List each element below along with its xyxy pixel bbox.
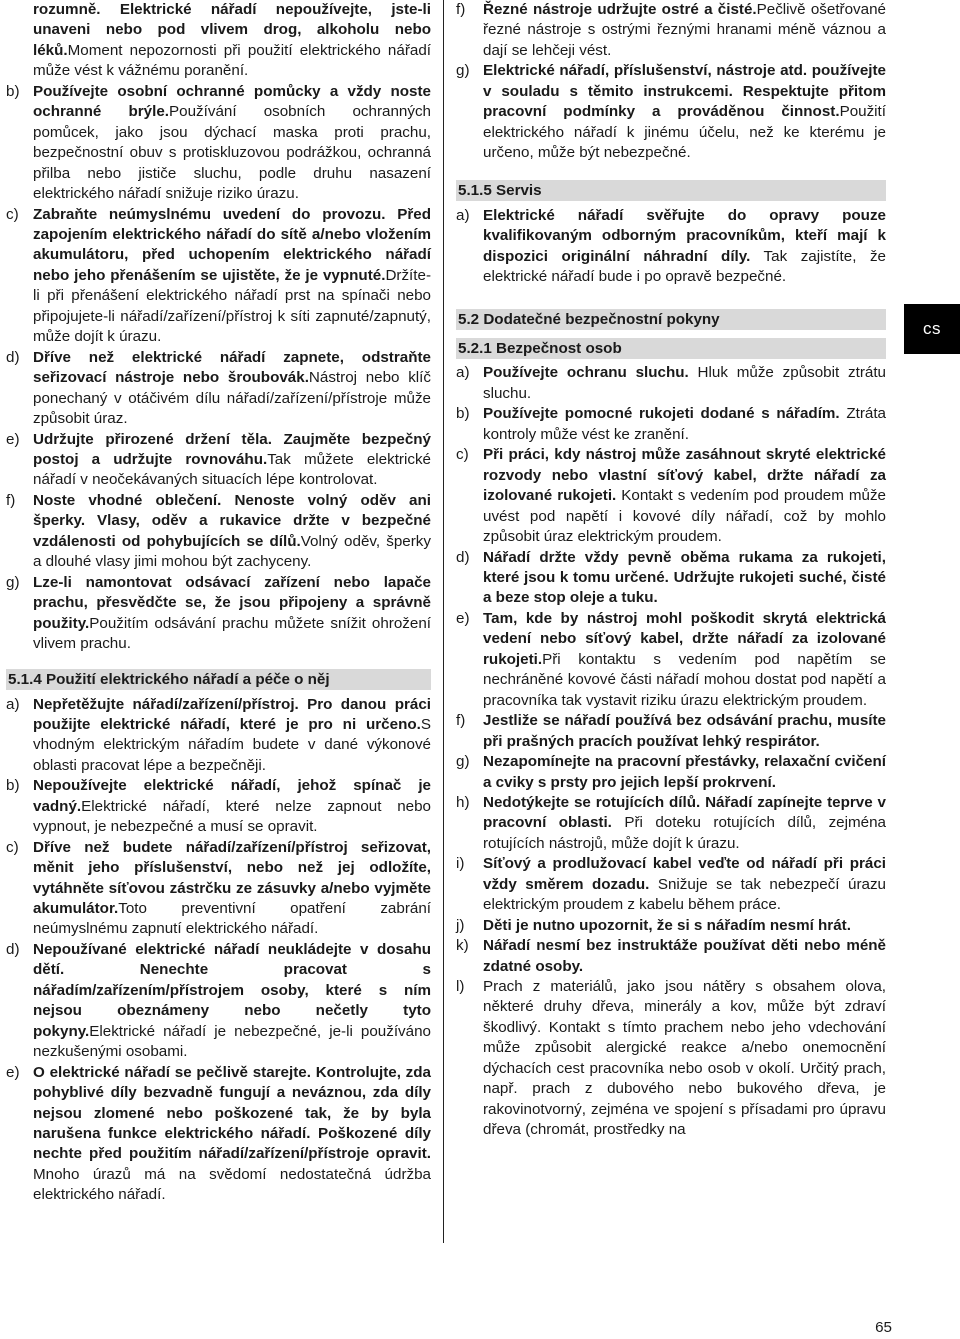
item-normal-text: Hluk může způsobit ztrátu sluchu. (483, 364, 886, 402)
item-bold-text: Udržujte přirozené držení těla. Zaujměte bezpečný postoj a udržujte rovnováhu. (33, 430, 431, 468)
item-label: c) (456, 446, 469, 464)
item-text (33, 940, 431, 1063)
item-label: g) (456, 62, 470, 80)
item-text (483, 793, 886, 854)
section-heading-521: 5.2.1 Bezpečnost osob (456, 338, 886, 359)
item-label: g) (456, 753, 470, 771)
item-label: k) (456, 937, 469, 955)
item-bold-text: Používejte ochranu sluchu. (483, 364, 689, 382)
item-text (483, 916, 886, 936)
list-item (456, 793, 886, 854)
item-normal-text: Mnoho úrazů má na svědomí nedostatečná údržba elektrického nářadí. (33, 1165, 431, 1204)
left-column (6, 0, 431, 1206)
item-normal-text: Elektrické nářadí je nebezpečné, je-li používáno nezkušenými osobami. (33, 1022, 431, 1061)
item-text (483, 0, 886, 61)
page-number: 65 (875, 1319, 892, 1336)
item-normal-text: S vhodným elektrickým nářadím budete v dané výkonové oblasti pracovat lépe a bezpečněji. (33, 715, 431, 774)
intro-normal: Moment nepozornosti při použití elektrického nářadí může vést k vážnému poranění. (33, 41, 431, 80)
item-bold-text: Zabraňte neúmyslnému uvedení do provozu. Před zapojením elektrického nářadí do sítě a/nebo vložením akumulátoru, před uchopením elektrického nářadí nebo jeho přenášením se ujistěte, že je vypnuté. (33, 205, 431, 284)
item-text (483, 445, 886, 547)
item-label: e) (6, 430, 20, 448)
intro-paragraph (6, 0, 431, 82)
list-item (6, 82, 431, 205)
list-item (456, 0, 886, 61)
list-item (456, 61, 886, 163)
service-list (456, 206, 886, 288)
item-bold-text: Elektrické nářadí svěřujte do opravy pouze kvalifikovaným odborným pracovníkům, kteří mají k dispozici originální náhradní díly. (483, 206, 886, 265)
item-bold-text: Nářadí držte vždy pevně oběma rukama za rukojeti, které jsou k tomu určené. Udržujte rukojeti suché, čisté a beze stop oleje a tuku. (483, 548, 886, 607)
item-text (483, 711, 886, 752)
item-label: f) (456, 1, 466, 18)
item-label: e) (456, 609, 470, 627)
list-item (6, 838, 431, 940)
item-bold-text: Používejte osobní ochranné pomůcky a vždy noste ochranné brýle. (33, 82, 431, 121)
list-item (456, 445, 886, 547)
item-bold-text: Nedotýkejte se rotujících dílů. Nářadí zapínejte teprve v pracovní oblasti. (483, 793, 886, 832)
item-text (483, 363, 886, 404)
item-normal-text: Ztráta kontroly může vést ke zranění. (483, 405, 886, 443)
list-item (6, 940, 431, 1063)
item-label: l) (456, 978, 465, 996)
list-item (6, 205, 431, 348)
item-normal-text: Pečlivě ošetřované řezné nástroje s ostrými řeznými hranami méně váznou a dají se lehčeji vést. (483, 1, 886, 59)
item-label: b) (6, 777, 20, 795)
list-item (456, 711, 886, 752)
item-bold-text: Noste vhodné oblečení. Nenoste volný oděv ani šperky. Vlasy, oděv a rukavice držte v bezpečné vzdálenosti od pohybujících se dílů. (33, 491, 431, 550)
item-label: b) (6, 82, 20, 100)
item-label: i) (456, 855, 465, 873)
item-text (483, 548, 886, 609)
tool-use-list (6, 695, 431, 1206)
item-normal-text: Volný oděv, šperky a dlouhé vlasy jimi mohou být zachyceny. (33, 532, 431, 571)
item-bold-text: O elektrické nářadí se pečlivě starejte. Kontrolujte, zda pohyblivé díly bezvadně fungují a neváznou, zda díly nejsou zlomené nebo poškozené tak, že by byla narušena funkce elektrického nářadí. Poškozené díly nechte před použitím nářadí/zařízení/přístroje opravit. (33, 1063, 431, 1163)
item-label: j) (456, 916, 465, 934)
intro-bold: rozumně. Elektrické nářadí nepoužívejte, jste-li unaveni nebo pod vlivem drog, alkoholu nebo léků. (33, 1, 431, 59)
list-item (6, 573, 431, 655)
item-normal-text: Elektrické nářadí, které nelze zapnout nebo vypnout, je nebezpečné a musí se opravit. (33, 797, 431, 836)
item-label: d) (6, 940, 20, 958)
list-item (6, 776, 431, 837)
section-heading-514: 5.1.4 Použití elektrického nářadí a péče o něj (6, 669, 431, 690)
item-normal-text: Nástroj nebo klíč ponechaný v otáčivém dílu nářadí/zařízení/přístroje může způsobit úraz. (33, 369, 431, 428)
item-normal-text: Kontakt s vedením pod proudem může uvést pod napětí i kovové díly nářadí, což by mohlo způsobit úraz elektrickým proudem. (483, 487, 886, 546)
item-text (33, 1063, 431, 1206)
item-text (483, 206, 886, 288)
item-text (33, 573, 431, 655)
list-item (456, 548, 886, 609)
item-label: c) (6, 205, 19, 223)
item-normal-text: Při doteku rotujících dílů, zejména rotujících nástrojů, může dojít k úrazu. (483, 814, 886, 852)
column-divider (443, 0, 444, 1243)
right-column (456, 0, 886, 1141)
section-heading-515: 5.1.5 Servis (456, 180, 886, 201)
tool-care-list (456, 0, 886, 164)
item-bold-text: Při práci, kdy nástroj může zasáhnout skryté elektrické rozvody nebo vlastní síťový kabel, držte nářadí za izolované rukojeti. (483, 446, 886, 505)
list-item (6, 491, 431, 573)
item-label: b) (456, 405, 470, 423)
list-item (6, 348, 431, 430)
item-bold-text: Děti je nutno upozornit, že si s nářadím nesmí hrát. (483, 916, 851, 934)
item-bold-text: Dříve než elektrické nářadí zapnete, odstraňte seřizovací nástroje nebo šroubovák. (33, 348, 431, 387)
item-label: g) (6, 573, 20, 591)
item-label: f) (6, 491, 16, 509)
item-normal-text: Při kontaktu s vedením pod napětím se nechráněné kovové části nářadí mohou dostat pod napětí a pracovníka tak vystavit riziku úrazu elektrickým proudem. (483, 650, 886, 709)
item-text (483, 752, 886, 793)
additional-safety-list (456, 363, 886, 1140)
item-text (33, 430, 431, 491)
list-item (6, 1063, 431, 1206)
item-bold-text: Používejte pomocné rukojeti dodané s nářadím. (483, 405, 840, 423)
item-label: a) (456, 364, 470, 382)
item-normal-text: Toto preventivní opatření zabrání neúmyslnému zapnutí elektrického nářadí. (33, 900, 431, 938)
item-label: d) (456, 548, 470, 566)
item-bold-text: Jestliže se nářadí používá bez odsávání prachu, musíte při prašných pracích používat lehký respirátor. (483, 712, 886, 750)
item-bold-text: Nepoužívané elektrické nářadí neukládejte v dosahu dětí. Nenechte pracovat s nářadím/zařízením/přístrojem osoby, které s ním nejsou obeznámeny nebo nečetly tyto pokyny. (33, 940, 431, 1040)
item-text (483, 404, 886, 445)
list-item (456, 916, 886, 936)
list-item (456, 854, 886, 915)
item-text (33, 695, 431, 777)
list-item (456, 752, 886, 793)
list-item (456, 206, 886, 288)
item-bold-text: Lze-li namontovat odsávací zařízení nebo lapače prachu, přesvědčte se, že jsou připojeny a správně použity. (33, 573, 431, 632)
item-bold-text: Elektrické nářadí, příslušenství, nástroje atd. používejte v souladu s těmito instrukcemi. Respektujte přitom pracovní podmínky a prováděnou činnost. (483, 62, 886, 121)
list-item (456, 936, 886, 977)
item-normal-text: Prach z materiálů, jako jsou nátěry s obsahem olova, některé druhy dřeva, minerály a kov, může být zdraví škodlivý. Kontakt s tímto prachem nebo jeho vdechování může způsobit alergické reakce a/nebo onemocnění dýchacích cest pracovníka nebo osob v okolí. Určitý prach, např. prach z dubového nebo bukového dřeva, je rakovinotvorný, zejména ve spojení s přísadami pro úpravu dřeva (chromát, prostředky na (483, 978, 886, 1139)
item-label: a) (6, 695, 20, 713)
list-item (6, 695, 431, 777)
item-bold-text: Nepoužívejte elektrické nářadí, jehož spínač je vadný. (33, 777, 431, 815)
item-bold-text: Síťový a prodlužovací kabel veďte od nářadí při práci vždy směrem dozadu. (483, 855, 886, 893)
item-normal-text: Tak můžete elektrické nářadí v neočekávaných situacích lépe kontrolovat. (33, 450, 431, 489)
section-heading-52: 5.2 Dodatečné bezpečnostní pokyny (456, 309, 886, 330)
item-text (33, 205, 431, 348)
item-text (483, 609, 886, 711)
item-bold-text: Řezné nástroje udržujte ostré a čisté. (483, 1, 757, 18)
item-bold-text: Nezapomínejte na pracovní přestávky, relaxační cvičení a cviky s prsty pro jejich lepší prokrvení. (483, 753, 886, 791)
item-text (483, 854, 886, 915)
item-label: f) (456, 712, 466, 730)
item-text (33, 348, 431, 430)
item-bold-text: Tam, kde by nástroj mohl poškodit skrytá elektrická vedení nebo síťový kabel, držte nářadí za izolované rukojeti. (483, 609, 886, 668)
item-normal-text: Držíte-li při přenášení elektrického nářadí prst na spínači nebo připojujete-li nářadí/zařízení/přístroj k síti zapnuté/zapnutý, může dojít k úrazu. (33, 266, 431, 346)
language-tab: cs (904, 304, 960, 354)
item-bold-text: Nářadí nesmí bez instruktáže používat děti nebo méně zdatné osoby. (483, 937, 886, 975)
list-item (456, 404, 886, 445)
item-text (33, 838, 431, 940)
item-text (33, 491, 431, 573)
list-item (456, 609, 886, 711)
list-item (6, 430, 431, 491)
item-bold-text: Dříve než budete nářadí/zařízení/přístroj seřizovat, měnit jeho příslušenství, nebo než jej odložíte, vytáhněte síťovou zástrčku ze zásuvky a/nebo vyjměte akumulátor. (33, 838, 431, 918)
item-label: h) (456, 793, 470, 811)
item-label: e) (6, 1063, 20, 1081)
list-item (456, 363, 886, 404)
item-label: a) (456, 206, 470, 224)
item-text (483, 977, 886, 1141)
item-text (33, 776, 431, 837)
item-normal-text: Snižuje se tak nebezpečí úrazu elektrickým proudem z kabelu během práce. (483, 875, 886, 914)
item-text (483, 936, 886, 977)
item-text (33, 82, 431, 205)
personal-safety-list (6, 82, 431, 655)
list-item (456, 977, 886, 1141)
item-label: d) (6, 348, 20, 366)
item-normal-text: Používání osobních ochranných pomůcek, jako jsou dýchací maska proti prachu, bezpečnostní obuv s protiskluzovou podrážkou, ochranná přilba nebo jističe sluchu, podle druhu nasazení elektrického nářadí snižuje riziko úrazu. (33, 103, 431, 203)
item-bold-text: Nepřetěžujte nářadí/zařízení/přístroj. Pro danou práci použijte elektrické nářadí, které je pro ni určeno. (33, 695, 431, 733)
item-normal-text: Tak zajistíte, že elektrické nářadí bude i po opravě bezpečné. (483, 247, 886, 285)
item-normal-text: Použití elektrického nářadí k jinému účelu, než ke kterému je určeno, může být nebezpečné. (483, 103, 886, 162)
item-label: c) (6, 838, 19, 856)
item-normal-text: Použitím odsávání prachu můžete snížit ohrožení vlivem prachu. (33, 614, 431, 653)
item-text (483, 61, 886, 163)
